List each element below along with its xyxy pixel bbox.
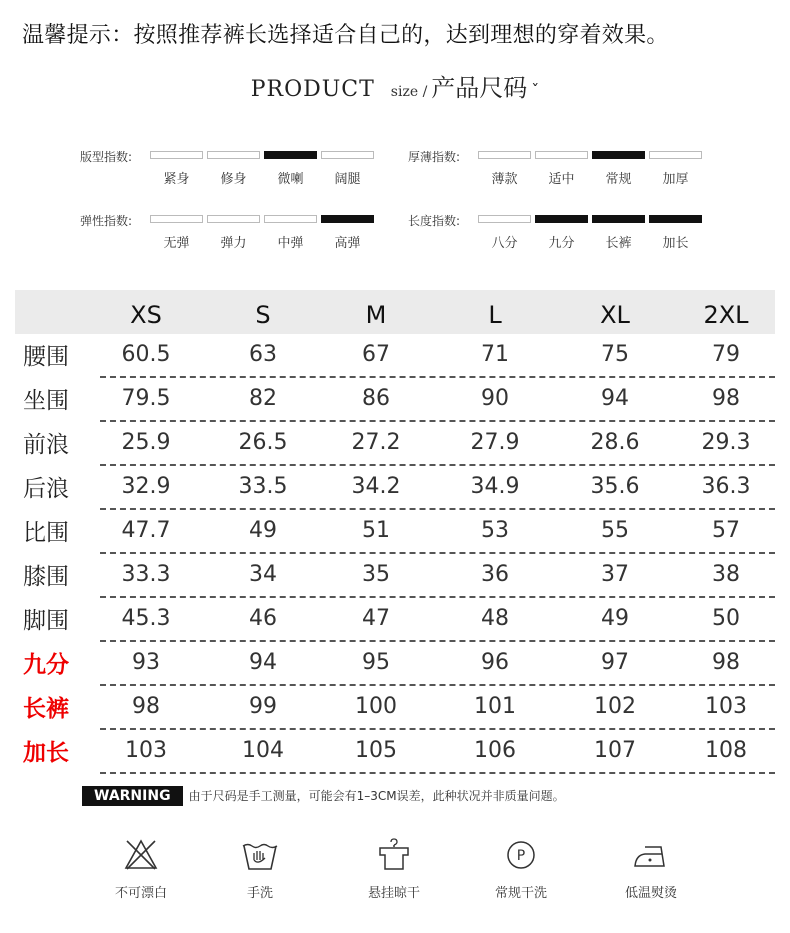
row-label: 加长 [23, 740, 69, 766]
care-label: 悬挂晾干 [367, 886, 420, 901]
index-segment [478, 215, 531, 223]
size-header: L [488, 301, 502, 329]
size-table-header [15, 290, 775, 334]
row-label: 腰围 [23, 344, 69, 370]
table-cell: 47 [362, 606, 390, 631]
low-iron-icon [631, 838, 671, 872]
table-row [15, 642, 775, 686]
table-cell: 46 [249, 606, 277, 631]
row-label: 后浪 [23, 476, 69, 502]
table-cell: 45.3 [121, 606, 171, 631]
table-cell: 102 [594, 694, 636, 719]
table-cell: 35 [362, 562, 390, 587]
table-cell: 34 [249, 562, 277, 587]
size-header: XS [130, 301, 162, 329]
table-cell: 53 [481, 518, 509, 543]
product-title-size: size / [390, 84, 428, 100]
index-option: 弹力 [220, 236, 247, 251]
table-cell: 105 [355, 738, 397, 763]
index-segment [264, 151, 317, 159]
no-bleach-icon [123, 838, 159, 872]
table-cell: 49 [601, 606, 629, 631]
index-option: 高弹 [334, 236, 361, 251]
table-cell: 94 [249, 650, 277, 675]
table-cell: 67 [362, 342, 390, 367]
table-cell: 108 [705, 738, 747, 763]
index-segment [150, 151, 203, 159]
index-segment [150, 215, 203, 223]
table-cell: 93 [132, 650, 160, 675]
index-label: 长度指数: [408, 214, 461, 228]
table-row [15, 598, 775, 642]
care-low-iron [591, 838, 711, 901]
table-cell: 27.9 [470, 430, 520, 455]
index-label: 弹性指数: [80, 214, 133, 228]
table-cell: 50 [712, 606, 740, 631]
index-segment [649, 215, 702, 223]
table-cell: 55 [601, 518, 629, 543]
table-cell: 107 [594, 738, 636, 763]
index-option: 紧身 [163, 172, 190, 187]
table-cell: 49 [249, 518, 277, 543]
table-cell: 99 [249, 694, 277, 719]
product-title-cn: 产品尺码 [431, 74, 528, 102]
index-segment [264, 215, 317, 223]
table-cell: 97 [601, 650, 629, 675]
table-cell: 51 [362, 518, 390, 543]
table-cell: 63 [249, 342, 277, 367]
index-label: 版型指数: [80, 150, 133, 164]
table-cell: 33.5 [238, 474, 288, 499]
row-label: 比围 [23, 520, 69, 546]
thickness-index [408, 148, 708, 198]
table-cell: 29.3 [701, 430, 751, 455]
table-cell: 100 [355, 694, 397, 719]
table-cell: 79 [712, 342, 740, 367]
row-divider [100, 772, 775, 774]
row-label: 前浪 [23, 432, 69, 458]
table-cell: 27.2 [351, 430, 401, 455]
table-cell: 25.9 [121, 430, 171, 455]
row-label: 脚围 [23, 608, 69, 634]
index-segment [535, 215, 588, 223]
index-segment [207, 215, 260, 223]
length-index [408, 212, 708, 262]
index-option: 常规 [605, 172, 632, 187]
size-header: 2XL [703, 301, 749, 329]
table-row [15, 510, 775, 554]
hand-wash-icon [240, 838, 280, 872]
care-hand-wash [200, 838, 320, 901]
table-cell: 86 [362, 386, 390, 411]
size-header: M [365, 301, 387, 329]
table-cell: 34.2 [351, 474, 401, 499]
care-hang-dry [334, 838, 454, 901]
index-segment [535, 151, 588, 159]
table-cell: 57 [712, 518, 740, 543]
size-table [15, 290, 775, 766]
table-row [15, 466, 775, 510]
warning-badge: WARNING [82, 786, 183, 806]
table-cell: 98 [712, 650, 740, 675]
table-cell: 98 [712, 386, 740, 411]
fit-index [80, 148, 380, 198]
table-cell: 98 [132, 694, 160, 719]
row-label: 长裤 [23, 696, 69, 722]
care-no-bleach [81, 838, 201, 901]
table-cell: 26.5 [238, 430, 288, 455]
warning-note [82, 785, 565, 806]
table-cell: 47.7 [121, 518, 171, 543]
index-option: 适中 [548, 172, 575, 187]
hang-dry-icon [374, 838, 414, 872]
warning-text: 由于尺码是手工测量，可能会有1–3CM误差，此种状况并非质量问题。 [188, 789, 565, 803]
product-title-en: PRODUCT [250, 77, 375, 102]
tip-text: 温馨提示：按照推荐裤长选择适合自己的，达到理想的穿着效果。 [22, 23, 669, 48]
table-cell: 35.6 [590, 474, 640, 499]
index-option: 微喇 [277, 172, 304, 187]
table-cell: 82 [249, 386, 277, 411]
care-label: 常规干洗 [494, 886, 547, 901]
index-segment [592, 215, 645, 223]
index-segment [207, 151, 260, 159]
table-cell: 101 [474, 694, 516, 719]
table-cell: 104 [242, 738, 284, 763]
table-cell: 28.6 [590, 430, 640, 455]
index-label: 厚薄指数: [408, 150, 461, 164]
table-row [15, 422, 775, 466]
care-label: 低温熨烫 [624, 886, 677, 901]
table-cell: 90 [481, 386, 509, 411]
table-cell: 94 [601, 386, 629, 411]
table-row [15, 334, 775, 378]
table-cell: 103 [125, 738, 167, 763]
table-cell: 60.5 [121, 342, 171, 367]
index-segment [649, 151, 702, 159]
index-segment [321, 151, 374, 159]
table-cell: 34.9 [470, 474, 520, 499]
table-cell: 36.3 [701, 474, 751, 499]
table-row [15, 730, 775, 774]
row-label: 膝围 [23, 564, 69, 590]
index-option: 阔腿 [334, 172, 361, 187]
table-cell: 71 [481, 342, 509, 367]
table-cell: 37 [601, 562, 629, 587]
row-label: 九分 [23, 652, 69, 678]
index-option: 长裤 [605, 236, 632, 251]
index-option: 加长 [662, 236, 689, 251]
table-row [15, 378, 775, 422]
row-label: 坐围 [23, 388, 69, 414]
table-cell: 38 [712, 562, 740, 587]
table-row [15, 554, 775, 598]
index-option: 中弹 [277, 236, 304, 251]
table-row [15, 686, 775, 730]
index-segment [321, 215, 374, 223]
index-option: 无弹 [163, 236, 190, 251]
size-header: XL [600, 301, 630, 329]
index-option: 薄款 [491, 172, 518, 187]
index-option: 加厚 [662, 172, 689, 187]
table-cell: 48 [481, 606, 509, 631]
chevron-down-icon: ˇ [531, 81, 540, 100]
index-option: 修身 [220, 172, 247, 187]
table-cell: 103 [705, 694, 747, 719]
table-cell: 79.5 [121, 386, 171, 411]
table-cell: 106 [474, 738, 516, 763]
svg-text:P: P [516, 848, 526, 864]
dry-clean-icon [504, 838, 538, 872]
table-cell: 95 [362, 650, 390, 675]
product-size-title [0, 68, 790, 103]
table-cell: 96 [481, 650, 509, 675]
index-option: 九分 [548, 236, 575, 251]
elasticity-index [80, 212, 380, 262]
care-dry-clean [461, 838, 581, 901]
index-segment [592, 151, 645, 159]
table-cell: 75 [601, 342, 629, 367]
index-option: 八分 [491, 236, 518, 251]
table-cell: 33.3 [121, 562, 171, 587]
index-segment [478, 151, 531, 159]
size-header: S [255, 301, 271, 329]
care-label: 手洗 [246, 886, 273, 901]
care-label: 不可漂白 [114, 886, 167, 901]
table-cell: 36 [481, 562, 509, 587]
table-cell: 32.9 [121, 474, 171, 499]
